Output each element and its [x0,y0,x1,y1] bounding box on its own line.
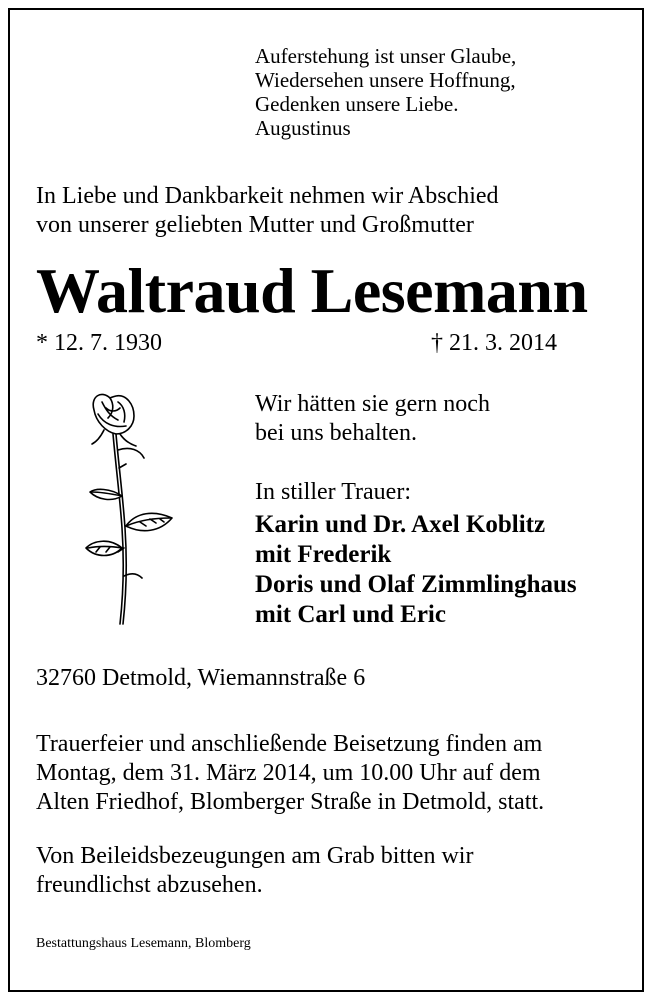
mourner-name: mit Frederik [255,541,392,568]
mourner-name: mit Carl und Eric [255,601,446,628]
motto-line: Wiedersehen unsere Hoffnung, [255,68,516,92]
mourning-label: In stiller Trauer: [255,479,411,505]
intro-line: von unserer geliebten Mutter und Großmutter [36,212,474,238]
funeral-home-credit: Bestattungshaus Lesemann, Blomberg [36,936,251,951]
death-date: † 21. 3. 2014 [431,330,557,356]
mourner-name: Karin und Dr. Axel Koblitz [255,511,546,538]
wish-line: bei uns behalten. [255,420,417,446]
ceremony-info [36,730,544,817]
birth-date: * 12. 7. 1930 [36,330,162,356]
motto-line: Auferstehung ist unser Glaube, [255,44,517,68]
condolence-note [36,842,473,900]
rose-icon [80,388,180,628]
motto-author: Augustinus [255,116,351,140]
motto-line: Gedenken unsere Liebe. [255,92,459,116]
family-address: 32760 Detmold, Wiemannstraße 6 [36,665,366,691]
wish-text [255,390,490,448]
mourner-list [255,510,577,630]
ceremony-line: Montag, dem 31. März 2014, um 10.00 Uhr auf dem [36,760,541,786]
ceremony-line: Alten Friedhof, Blomberger Straße in Detmold, statt. [36,789,545,815]
deceased-name: Waltraud Lesemann [36,255,588,326]
motto-quote [255,44,516,140]
condolence-line: freundlichst abzusehen. [36,872,263,898]
mourner-name: Doris und Olaf Zimmlinghaus [255,571,577,598]
intro-text [36,182,499,240]
ceremony-line: Trauerfeier und anschließende Beisetzung finden am [36,731,543,757]
wish-line: Wir hätten sie gern noch [255,391,490,417]
intro-line: In Liebe und Dankbarkeit nehmen wir Abschied [36,183,499,209]
condolence-line: Von Beileidsbezeugungen am Grab bitten wir [36,843,474,869]
